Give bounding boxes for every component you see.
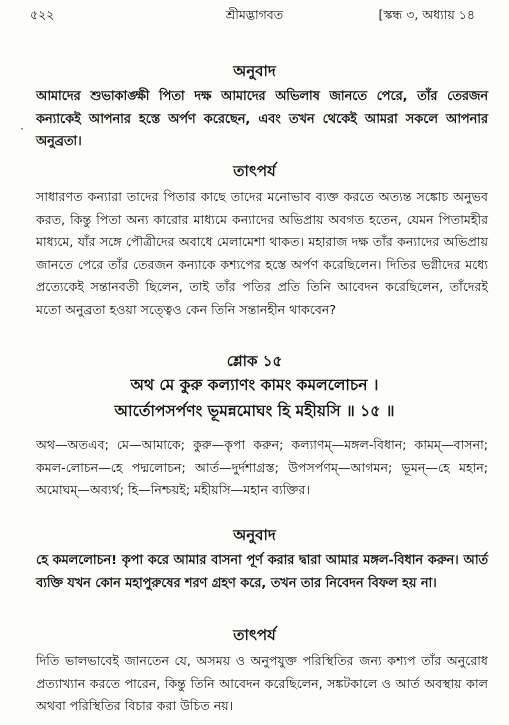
verse-heading: শ্লোক ১৫ xyxy=(226,352,283,370)
verse-line-1: অথ মে কুরু কল্যাণং কামং কমললোচন । xyxy=(130,376,379,394)
purport-block xyxy=(36,186,488,321)
synonyms-block xyxy=(36,434,488,502)
running-header xyxy=(0,4,509,26)
translation-block-2 xyxy=(36,550,488,595)
purport-heading-2: তাৎপর্য xyxy=(233,626,276,644)
translation-heading: অনুবাদ xyxy=(233,62,276,80)
synonyms-text: অথ—অতএব; মে—আমাকে; কুরু—কৃপা করুন; কল্যাণম্—মঙ্গল-বিধান; কামম্—বাসনা; কমল-লোচন—হে পদ্মলোচন; আর্ত—দুর্দশাগ্রস্ত; উপসর্পণম্—আগমন; ভূমন্—হে মহান; অমোঘম্—অব্যর্থ; হি—নিশ্চয়ই; মহীয়সি—মহান ব্যক্তির। xyxy=(36,437,488,497)
book-title: শ্রীমদ্ভাগবত xyxy=(225,7,284,22)
margin-mark: · xyxy=(20,122,24,136)
verse-line-2: আর্তোপসর্পণং ভূমন্নমোঘং হি মহীয়সি ॥ ১৫ ॥ xyxy=(114,402,395,420)
purport-heading: তাৎপর্য xyxy=(233,162,276,180)
purport-block-2 xyxy=(36,650,488,718)
translation-block xyxy=(36,86,488,154)
translation-heading-2: অনুবাদ xyxy=(233,526,276,544)
chapter-reference: [স্কন্ধ ৩, অধ্যায় ১৪ xyxy=(378,7,475,22)
translation-text-2: হে কমললোচন! কৃপা করে আমার বাসনা পূর্ণ করার দ্বারা আমার মঙ্গল-বিধান করুন। আর্ত ব্যক্তি যখন কোন মহাপুরুষের শরণ গ্রহণ করে, তখন তার নিবেদন বিফল হয় না। xyxy=(36,553,488,591)
page-number: ৫২২ xyxy=(30,7,55,22)
purport-text-2: দিতি ভালভাবেই জানতেন যে, অসময় ও অনুপযুক্ত পরিস্থিতির জন্য কশ্যপ তাঁর অনুরোধ প্রত্যাখ্যান করতে পারেন, কিন্তু তিনি আবেদন করেছিলেন, সঙ্কটকালে ও আর্ত অবস্থায় কাল অথবা পরিস্থিতির বিচার করা উচিত নয়। xyxy=(36,653,488,713)
purport-text: সাধারণত কন্যারা তাদের পিতার কাছে তাদের মনোভাব ব্যক্ত করতে অত্যন্ত সঙ্কোচ অনুভব করত, কিন্তু পিতা অন্য কারোর মাধ্যমে কন্যাদের অভিপ্রায় অবগত হতেন, যেমন পিতামহীর মাধ্যমে, যাঁর সঙ্গে পৌত্রীদের অবাধে মেলামেশা থাকত। মহারাজ দক্ষ তাঁর কন্যাদের অভিপ্রায় জানতে পেরে তাঁর তেরজন কন্যাকে কশ্যপের হস্তে অর্পণ করেছিলেন। দিতির ভগ্নীদের মধ্যে প্রত্যেকেই সন্তানবতী ছিলেন, তাই তাঁর পতির প্রতি তিনি আবেদন করেছিলেন, তাঁদেরই মতো অনুব্রতা হওয়া সত্ত্বেও কেন তিনি সন্তানহীন থাকবেন? xyxy=(36,189,488,317)
translation-text: আমাদের শুভাকাঙ্ক্ষী পিতা দক্ষ আমাদের অভিলাষ জানতে পেরে, তাঁর তেরজন কন্যাকেই আপনার হস্তে অর্পণ করেছেন, এবং তখন থেকেই আমরা সকলে আপনার অনুব্রতা। xyxy=(36,89,488,149)
